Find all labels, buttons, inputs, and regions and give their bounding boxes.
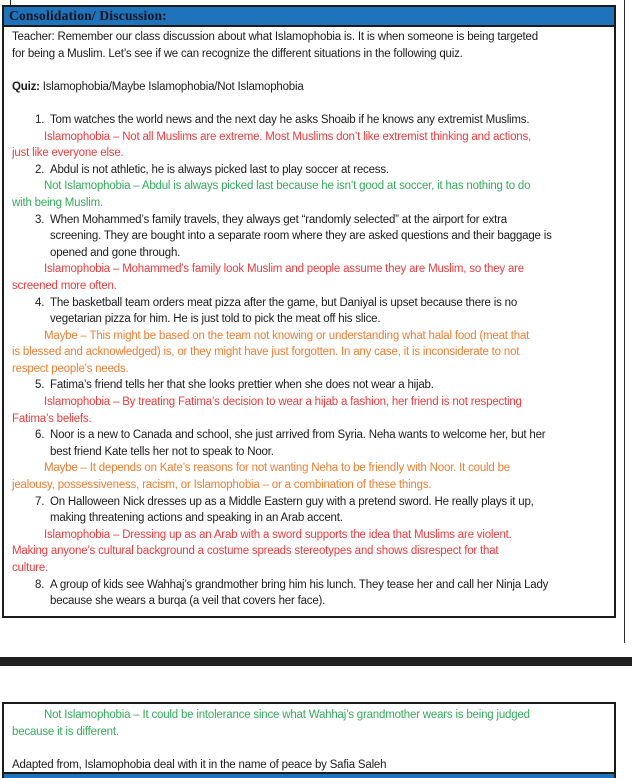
quiz-question-text: On Halloween Nick dresses up as a Middle Eastern guy with a pretend sword. He really plays it up, [50,495,534,508]
quiz-answer-line: screened more often. [12,279,117,292]
quiz-options: Islamophobia/Maybe Islamophobia/Not Islamophobia [39,80,304,93]
quiz-question-line [12,162,608,179]
consolidation-box [2,5,616,618]
blank-line [12,740,608,757]
quiz-question-line [12,510,608,527]
quiz-item-number: 3. [35,213,45,226]
quiz-question-text: best friend Kate tells her not to speak to Noor. [50,445,274,458]
quiz-heading-line [12,79,608,96]
quiz-answer-line: Maybe – This might be based on the team not knowing or understanding what halal food (meat that [44,329,530,342]
quiz-item-number: 2. [35,163,45,176]
quiz-question-text: making threatening actions and speaking in an Arab accent. [50,512,343,525]
quiz-question-text: Fatima’s friend tells her that she looks prettier when she does not wear a hijab. [50,379,434,392]
credit-line: Adapted from, Islamophobia deal with it in the name of peace by Safia Saleh [12,758,387,771]
quiz-question-line [12,295,608,312]
quiz-label: Quiz: [12,80,40,93]
quiz-question-line [12,427,608,444]
quiz-question-text: screening. They are bought into a separate room where they are asked questions and their baggage is [50,230,552,243]
quiz-item-number: 8. [35,578,45,591]
quiz-question-text: Abdul is not athletic, he is always picked last to play soccer at recess. [50,163,389,176]
page-break-bar [0,657,632,666]
quiz-question-line [12,577,608,594]
footer-answer-lines [12,707,608,740]
quiz-question-line [12,311,608,328]
table-gridline-right [624,0,625,643]
quiz-answer-line: Making anyone’s cultural background a costume spreads stereotypes and shows disrespect for that [12,545,499,558]
quiz-question-text: vegetarian pizza for him. He is just told to pick the meat off his slice. [50,313,381,326]
teacher-line: Teacher: Remember our class discussion about what Islamophobia is. It is when someone is being targeted [12,31,538,43]
quiz-question-text: opened and gone through. [50,246,181,259]
quiz-item-number: 5. [35,379,45,392]
continuation-box [2,702,616,778]
quiz-answer-line: respect people's needs. [12,362,129,375]
quiz-question-line [12,228,608,245]
quiz-question-line [12,444,608,461]
quiz-answer-line: Fatima’s beliefs. [12,412,92,425]
quiz-answer-line: just like everyone else. [12,147,124,160]
quiz-answer-line: Islamophobia – Mohammed's family look Muslim and people assume they are Muslim, so they are [44,263,524,276]
quiz-answer-line: is blessed and acknowledged) is, or they might have just forgotten. In any case, it is inconsiderate to not [12,346,520,359]
section-title: Consolidation/ Discussion: [9,8,167,23]
footer-answer-line: Not Islamophobia – It could be intolerance since what Wahhaj’s grandmother wears is being judged [44,709,530,721]
quiz-answer-line: with being Muslim. [12,196,103,209]
quiz-items [12,112,608,610]
quiz-question-line [12,212,608,229]
quiz-answer-line: Maybe – It depends on Kate’s reasons for not wanting Neha to be friendly with Noor. It could be [44,462,510,475]
quiz-item-number: 1. [35,113,45,126]
quiz-item-number: 4. [35,296,45,309]
continuation-content [4,704,614,773]
footer-answer-line: because it is different. [12,725,119,738]
quiz-answer-line: culture. [12,562,49,574]
quiz-question-text: because she wears a burqa (a veil that covers her face). [50,595,326,608]
quiz-question-text: A group of kids see Wahhaj’s grandmother bring him his lunch. They tease her and call her Ninja Lady [50,578,549,591]
quiz-question-text: Noor is a new to Canada and school, she just arrived from Syria. Neha wants to welcome her, but her [50,429,546,442]
consolidation-content [4,27,614,616]
quiz-item-number: 7. [35,495,45,508]
teacher-line: for being a Muslim. Let’s see if we can recognize the different situations in the following quiz. [12,47,463,60]
quiz-answer-line: Not Islamophobia – Abdul is always picked last because he isn’t good at soccer, it has nothing to do [44,180,531,193]
blank-line [12,62,608,79]
quiz-answer-line: Islamophobia – Not all Muslims are extreme. Most Muslims don’t like extremist thinking and actions, [44,130,532,143]
section-header-bar [4,7,614,27]
quiz-question-text: The basketball team orders meat pizza after the game, but Daniyal is upset because there is no [50,296,518,309]
quiz-answer-line: Islamophobia – Dressing up as an Arab with a sword supports the idea that Muslims are violent. [44,528,512,541]
quiz-question-line [12,112,608,129]
quiz-item-number: 6. [35,429,45,442]
quiz-question-line [12,593,608,610]
blank-line [12,95,608,112]
quiz-answer-line: jealousy, possessiveness, racism, or Islamophobia – or a combination of these things. [12,479,432,492]
quiz-answer-line: Islamophobia – By treating Fatima’s decision to wear a hijab a fashion, her friend is not respecting [44,396,522,409]
quiz-question-line [12,494,608,511]
quiz-question-line [12,245,608,262]
next-section-header-bar [4,772,614,778]
quiz-question-text: Tom watches the world news and the next day he asks Shoaib if he knows any extremist Muslims. [50,113,530,126]
quiz-question-text: When Mohammed’s family travels, they always get “randomly selected” at the airport for extra [50,213,507,226]
quiz-question-line [12,377,608,394]
